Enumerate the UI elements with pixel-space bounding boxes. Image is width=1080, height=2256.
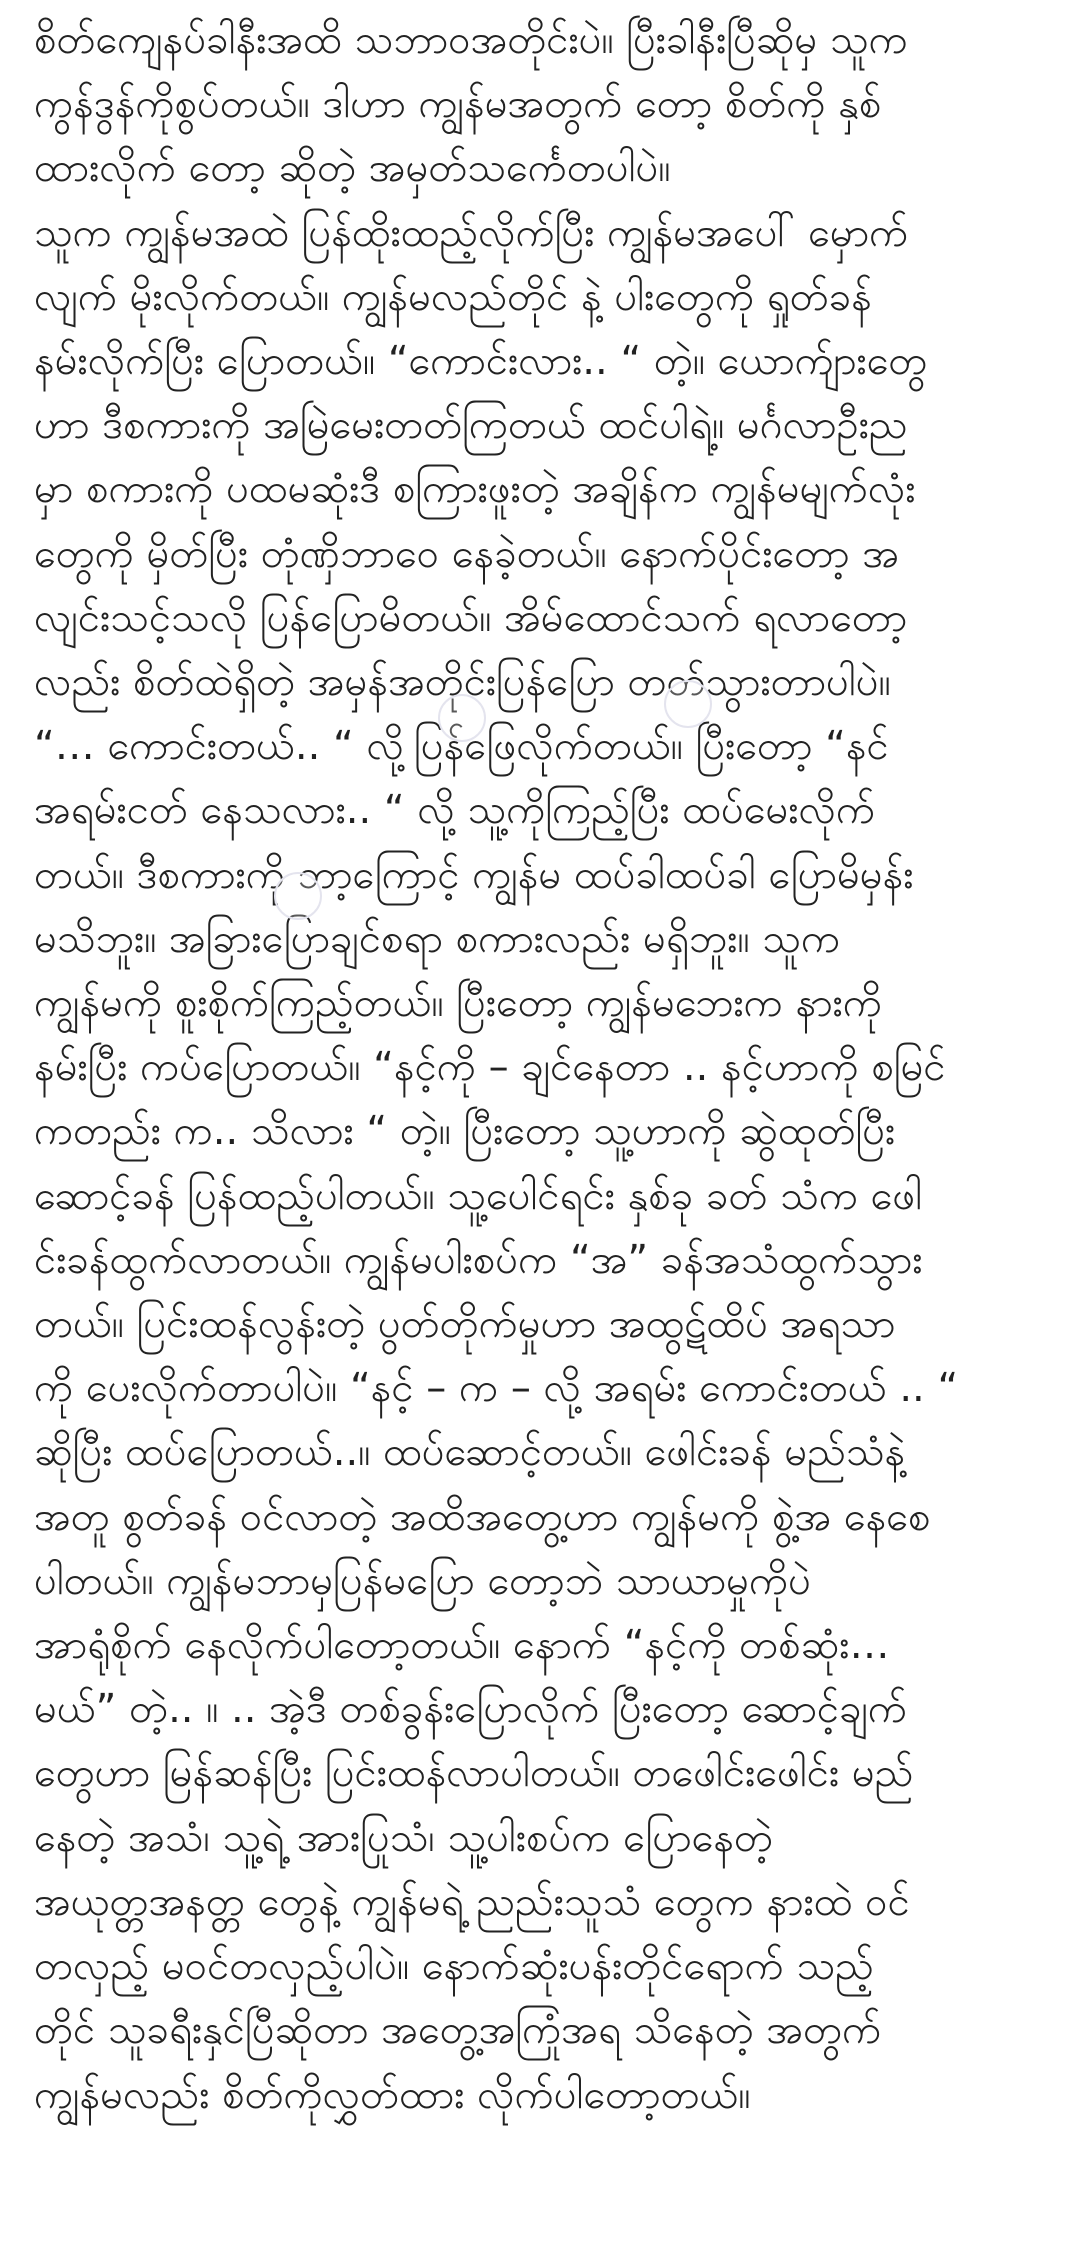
text-line: ထားလိုက် တော့ ဆိုတဲ့ အမှတ်သင်္ကေတပါပဲ။ <box>34 145 671 192</box>
text-line: အရမ်းငတ် နေသလား.. “ လို့ သူ့ကိုကြည့်ပြီး ထပ်မေးလိုက် <box>34 787 876 834</box>
article-body <box>34 8 1046 2127</box>
text-line: မသိဘူး။ အခြားပြောချင်စရာ စကားလည်း မရှိဘူး။ သူက <box>34 915 841 962</box>
text-line: အယုတ္တအနတ္တ တွေနဲ့ ကျွန်မရဲ့ ညည်းသူသံ တွေက နားထဲ ဝင် <box>34 1878 910 1925</box>
text-line: ပါတယ်။ ကျွန်မဘာမှပြန်မပြော တော့ဘဲ သာယာမှုကိုပဲ <box>34 1557 811 1604</box>
text-line: နေတဲ့ အသံ၊ သူ့ရဲ့ အားပြုသံ၊ သူ့ပါးစပ်က ပြောနေတဲ့ <box>34 1814 774 1861</box>
text-line: မယ်” တဲ့.. ။ .. အဲ့ဒီ တစ်ခွန်းပြောလိုက် ပြီးတော့ ဆောင့်ချက် <box>34 1686 908 1733</box>
touch-marker <box>438 694 486 742</box>
text-line: ကျွန်မလည်း စိတ်ကိုလွှတ်ထား လိုက်ပါတော့တယ်။ <box>34 2071 751 2118</box>
text-line: နမ်းပြီး ကပ်ပြောတယ်။ “နင့်ကို – ချင်နေတာ .. နင့်ဟာကို စမြင် <box>34 1044 946 1091</box>
text-line: လျင်းသင့်သလို ပြန်ပြောမိတယ်။ အိမ်ထောင်သက် ရလာတော့ <box>34 594 908 641</box>
text-line: မှာ စကားကို ပထမဆုံးဒီ စကြားဖူးတဲ့ အချိန်က ကျွန်မမျက်လုံး <box>34 466 916 513</box>
text-line: တယ်။ ဒီစကားကို ဘာ့ကြောင့် ကျွန်မ ထပ်ခါထပ်ခါ ပြောမိမှန်း <box>34 851 914 898</box>
text-line: တလှည့် မဝင်တလှည့်ပါပဲ။ နောက်ဆုံးပန်းတိုင်ရောက် သည့် <box>34 1943 874 1990</box>
text-line: ကတည်း က.. သိလား “ တဲ့။ ပြီးတော့ သူ့ဟာကို ဆွဲထုတ်ပြီး <box>34 1108 896 1155</box>
text-line: အာရုံစိုက် နေလိုက်ပါတော့တယ်။ နောက် “နင့်ကို တစ်ဆုံး… <box>34 1622 890 1669</box>
text-line: တယ်။ ပြင်းထန်လွန်းတဲ့ ပွတ်တိုက်မှုဟာ အထွဋ်ထိပ် အရသာ <box>34 1301 896 1348</box>
text-line: လျက် မိုးလိုက်တယ်။ ကျွန်မလည်တိုင် နဲ့ ပါးတွေကို ရှုတ်ခန် <box>34 273 872 320</box>
touch-marker <box>274 872 322 920</box>
touch-marker <box>664 680 712 728</box>
top-clip <box>0 0 1080 14</box>
text-line: ကျွန်မကို စူးစိုက်ကြည့်တယ်။ ပြီးတော့ ကျွန်မဘေးက နားကို <box>34 980 882 1027</box>
text-line: င်းခန်ထွက်လာတယ်။ ကျွန်မပါးစပ်က “အ” ခန်အသံထွက်သွား <box>34 1236 923 1283</box>
text-line: ဟာ ဒီစကားကို အမြဲမေးတတ်ကြတယ် ထင်ပါရဲ့။ မင်္ဂလာဦးည <box>34 402 908 449</box>
text-line: နမ်းလိုက်ပြီး ပြောတယ်။ “ကောင်းလား.. “ တဲ့။ ယောက်ျားတွေ <box>34 338 928 385</box>
text-line: တိုင် သူခရီးနှင်ပြီဆိုတာ အတွေ့အကြုံအရ သိနေတဲ့ အတွက် <box>34 2007 882 2054</box>
text-line: ဆောင့်ခန် ပြန်ထည့်ပါတယ်။ သူ့ပေါင်ရင်း နှစ်ခု ခတ် သံက ဖေါ <box>34 1172 923 1219</box>
text-line: ကို ပေးလိုက်တာပါပဲ။ “နင့် – က – လို့ အရမ်း ကောင်းတယ် .. “ <box>34 1365 959 1412</box>
text-line: ဆိုပြီး ထပ်ပြောတယ်..။ ထပ်ဆောင့်တယ်။ ဖေါင်းခန် မည်သံနဲ့ <box>34 1429 906 1476</box>
text-line: တွေဟာ မြန်ဆန်ပြီး ပြင်းထန်လာပါတယ်။ တဖေါင်းဖေါင်း မည် <box>34 1750 914 1797</box>
text-line: အတူ စွတ်ခန် ဝင်လာတဲ့ အထိအတွေ့ဟာ ကျွန်မကို စွဲ့အ နေစေ <box>34 1493 931 1540</box>
text-line: လည်း စိတ်ထဲရှိတဲ့ အမှန်အတိုင်းပြန်ပြော တတ်သွားတာပါပဲ။ <box>34 659 891 706</box>
text-line: သူက ကျွန်မအထဲ ပြန်ထိုးထည့်လိုက်ပြီး ကျွန်မအပေါ် မှောက် <box>34 209 909 256</box>
text-line: ကွန်ဒွန်ကိုစွပ်တယ်။ ဒါဟာ ကျွန်မအတွက် တော့ စိတ်ကို နှစ် <box>34 81 882 128</box>
text-line: စိတ်ကျေနပ်ခါနီးအထိ သဘာဝအတိုင်းပဲ။ ပြီးခါနီးပြီဆိုမှ သူက <box>34 17 908 63</box>
text-line: တွေကို မှိတ်ပြီး တုံဏှိဘာဝေ နေခဲ့တယ်။ နောက်ပိုင်းတော့ အ <box>34 530 900 577</box>
text-line: “… ကောင်းတယ်.. “ လို့ပြန်ဖြေလိုက်တယ်။ ပြီးတော့ “နင် <box>34 723 889 770</box>
